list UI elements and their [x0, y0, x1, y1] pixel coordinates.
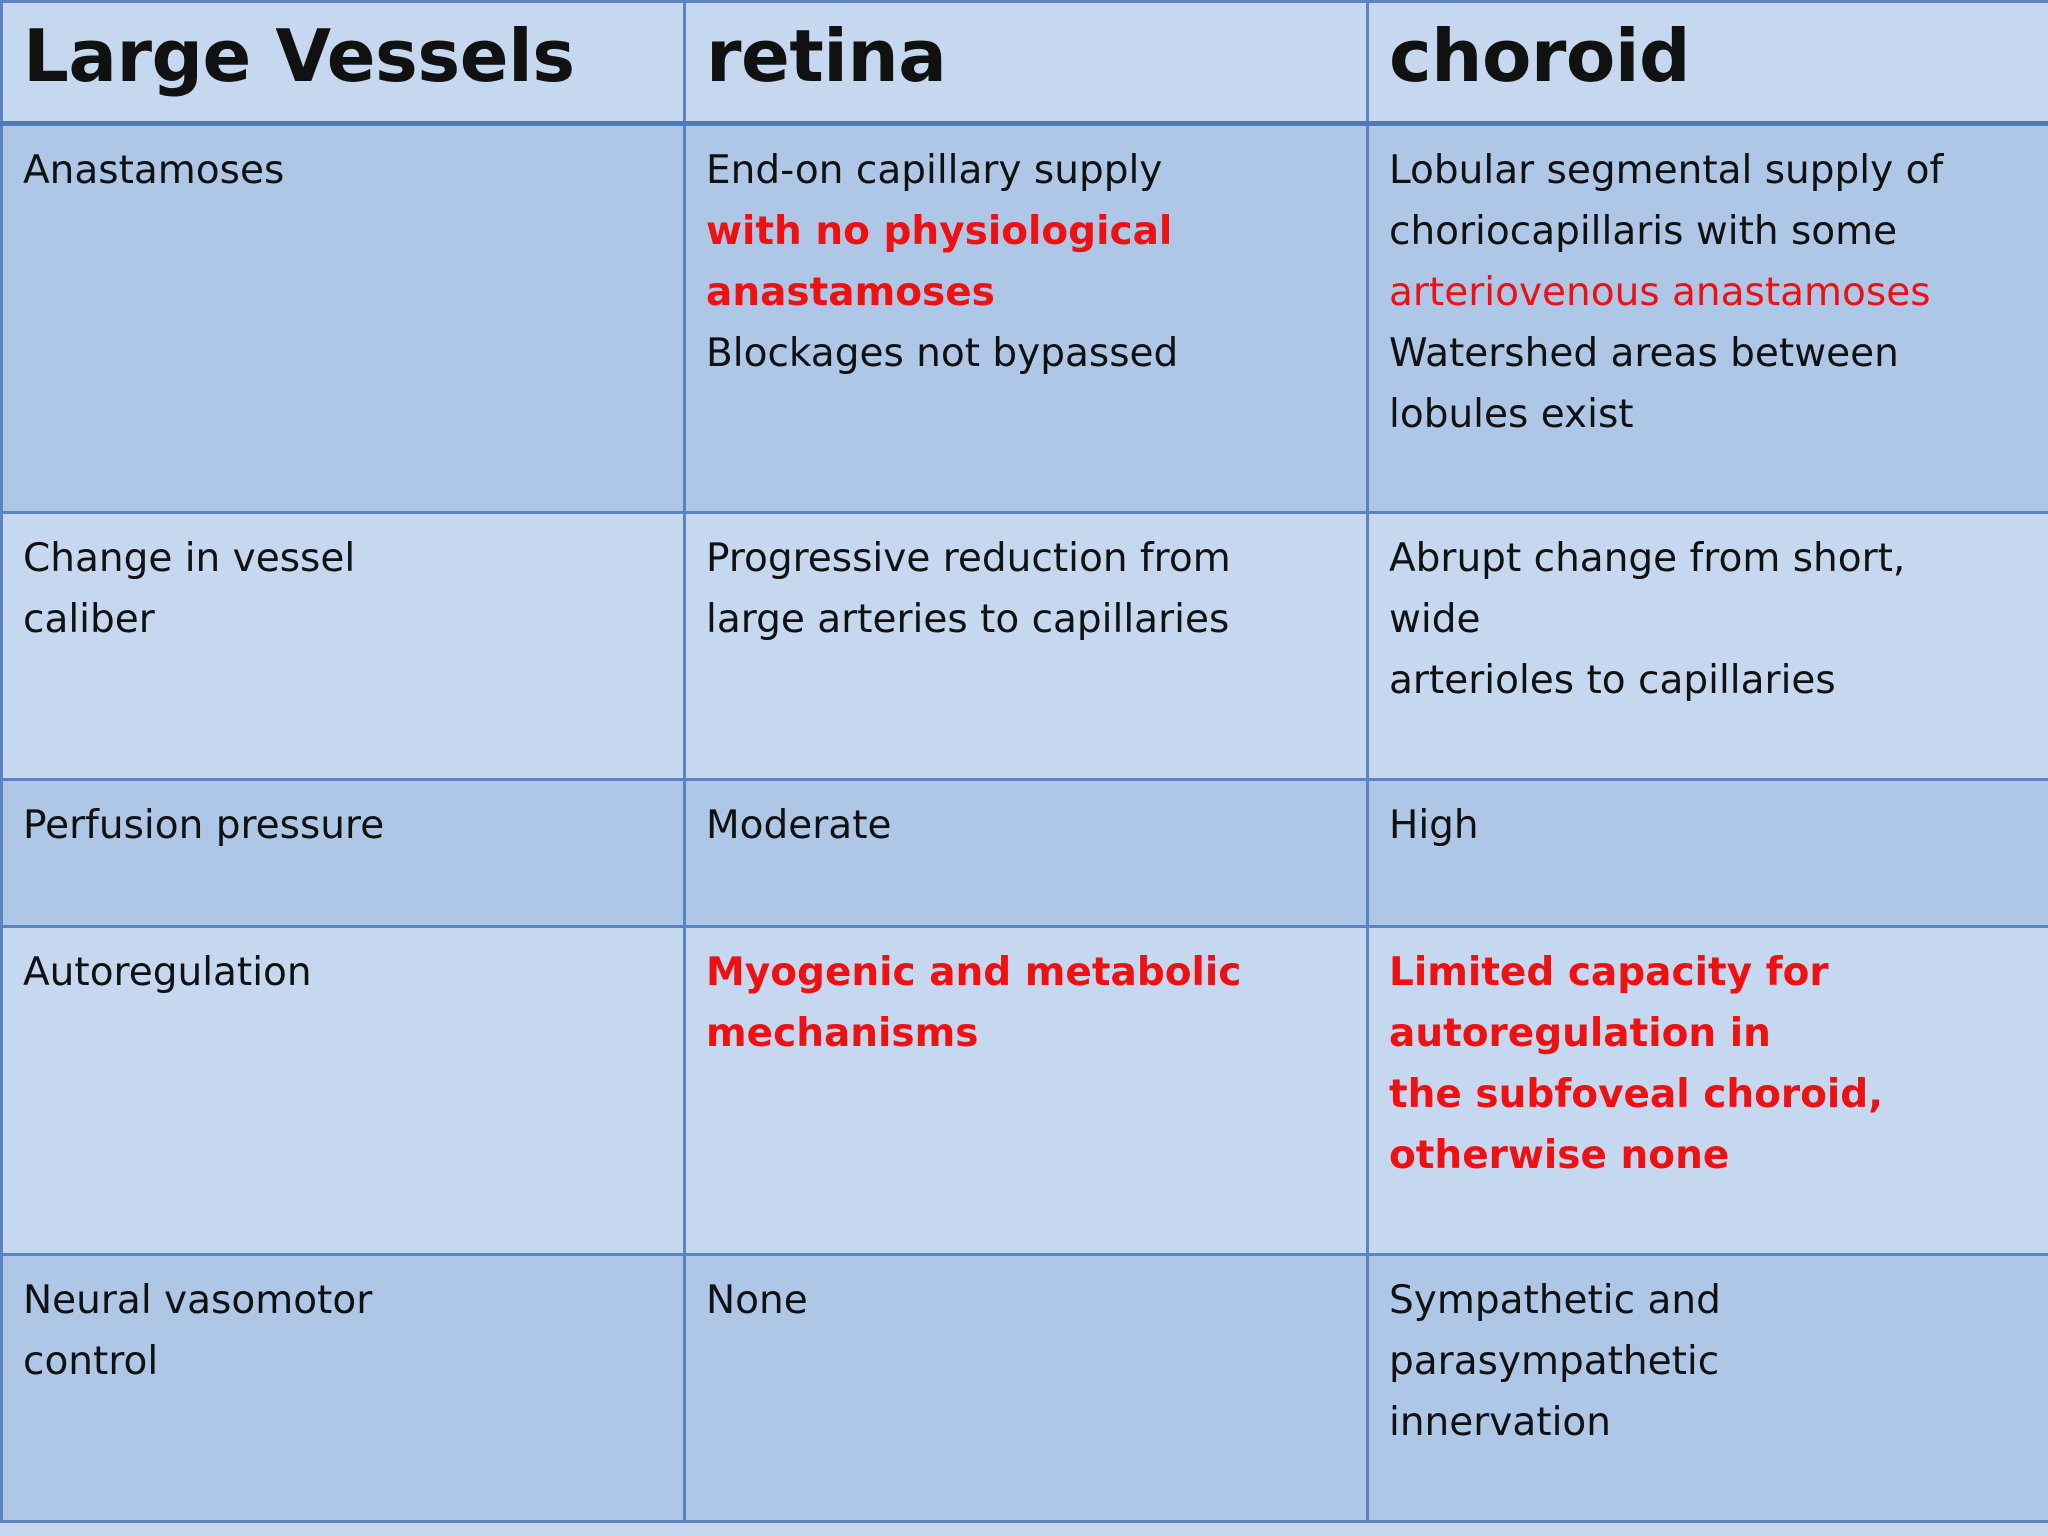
choroid-cell — [1368, 927, 2048, 1254]
cell-text-highlight: the subfoveal choroid, — [1389, 1072, 1884, 1118]
cell-text-highlight: arteriovenous anastamoses — [1389, 270, 1931, 315]
cell-text: innervation — [1389, 1399, 1611, 1445]
cell-text-highlight: Limited capacity for — [1389, 950, 1829, 996]
row-label-cell — [2, 927, 685, 1254]
row-label-cell — [2, 1254, 685, 1521]
table-row — [2, 512, 2048, 779]
row-label-text: caliber — [23, 596, 155, 642]
cell-text: Progressive reduction from — [706, 535, 1231, 581]
row-label-text: Change in vessel — [23, 535, 356, 581]
cell-text: parasympathetic — [1389, 1338, 1720, 1384]
cell-text-highlight: otherwise none — [1389, 1133, 1730, 1179]
cell-text-highlight: mechanisms — [706, 1011, 979, 1057]
cell-text: Watershed areas between — [1389, 331, 1899, 376]
header-row — [2, 2, 2048, 124]
cell-text: High — [1389, 802, 1479, 848]
cell-text: large arteries to capillaries — [706, 596, 1230, 642]
cell-text-highlight: anastamoses — [706, 270, 995, 315]
cell-text: Moderate — [706, 802, 892, 848]
cell-text: arterioles to capillaries — [1389, 657, 1836, 703]
header-large-vessels: Large Vessels — [2, 2, 685, 124]
retina-cell — [685, 927, 1368, 1254]
cell-text: Lobular segmental supply of — [1389, 148, 1944, 193]
cell-text: choriocapillaris with some — [1389, 209, 1898, 254]
cell-text: wide — [1389, 596, 1481, 642]
row-label-text: Neural vasomotor — [23, 1277, 373, 1323]
retina-cell — [685, 512, 1368, 779]
choroid-cell — [1368, 779, 2048, 926]
row-label-text: Perfusion pressure — [23, 802, 385, 848]
table-row — [2, 927, 2048, 1254]
cell-text: None — [706, 1277, 808, 1323]
cell-text: Blockages not bypassed — [706, 331, 1179, 376]
cell-text-highlight: Myogenic and metabolic — [706, 950, 1242, 996]
cell-text: lobules exist — [1389, 392, 1634, 437]
cell-text: Sympathetic and — [1389, 1277, 1721, 1323]
row-label-text: Autoregulation — [23, 950, 312, 996]
slide-bottom-edge — [0, 1523, 2048, 1536]
retina-cell — [685, 124, 1368, 513]
cell-text-highlight: with no physiological — [706, 209, 1173, 254]
choroid-cell — [1368, 1254, 2048, 1521]
choroid-cell — [1368, 124, 2048, 513]
retina-cell — [685, 779, 1368, 926]
retina-cell — [685, 1254, 1368, 1521]
choroid-cell — [1368, 512, 2048, 779]
row-label-text: control — [23, 1338, 159, 1384]
header-retina: retina — [685, 2, 1368, 124]
cell-text-highlight: autoregulation in — [1389, 1011, 1771, 1057]
row-label-cell — [2, 124, 685, 513]
table-row — [2, 124, 2048, 513]
row-label-cell — [2, 779, 685, 926]
header-choroid: choroid — [1368, 2, 2048, 124]
row-label-text: Anastamoses — [23, 148, 285, 193]
cell-text: End-on capillary supply — [706, 148, 1163, 193]
row-label-cell — [2, 512, 685, 779]
table-row — [2, 1254, 2048, 1521]
cell-text: Abrupt change from short, — [1389, 535, 1906, 581]
table-row — [2, 779, 2048, 926]
